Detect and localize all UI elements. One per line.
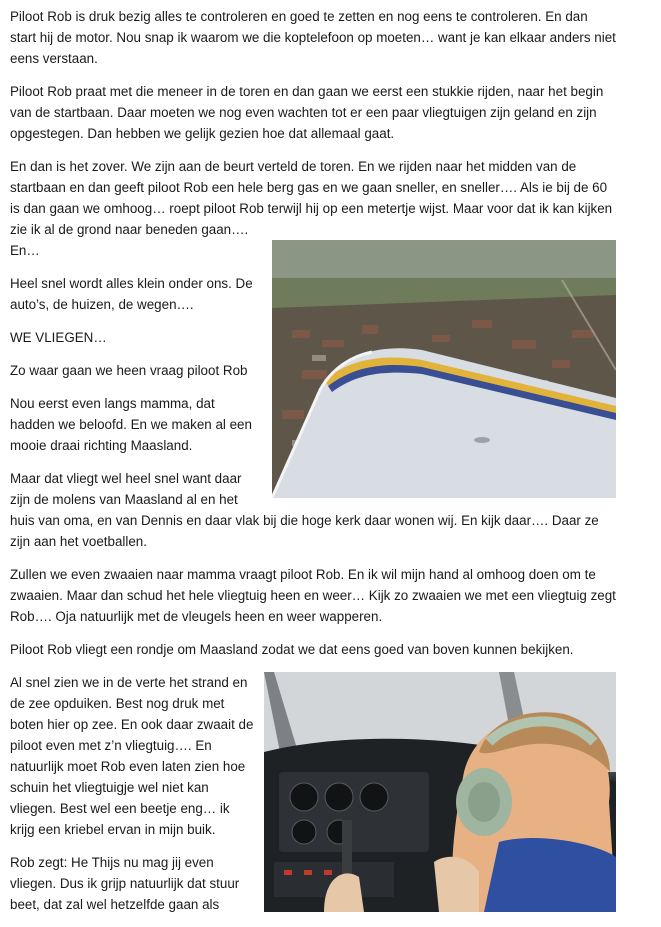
paragraph-takeoff: En dan is het zover. We zijn aan de beurt verteld de toren. En we rijden naar het midden van de startbaan en dan geeft piloot Rob een hele berg gas en we gaan sneller, en sneller…. Als ie bij de 60 is dan gaan we omhoog… roept piloot Rob terwijl hij op een metertje wijst. Maar voor dat ik kan kijken zie ik al de grond naar beneden gaan…. xyxy=(10,159,613,237)
paragraph-taxi: Piloot Rob praat met die meneer in de toren en dan gaan we eerst een stukkie rijden, naar het begin van de startbaan. Daar moeten we nog even wachten tot er een paar vliegtuigen zijn geland en zijn opgestegen. Dan hebben we gelijk gezien hoe dat allemaal gaat. xyxy=(10,84,604,141)
paragraph-mamma: Nou eerst even langs mamma, dat hadden we beloofd. En we maken al een mooie draai richting Maasland. xyxy=(10,396,252,453)
paragraph-zwaaien: Zullen we even zwaaien naar mamma vraagt piloot Rob. En ik wil mijn hand al omhoog doen om te zwaaien. Maar dan schud het hele vliegtuig heen en weer… Kijk zo zwaaien we met een vliegtuig zegt Rob…. Oja natuurlijk met de vleugels heen en weer wapperen. xyxy=(10,567,616,624)
paragraph-small: Heel snel wordt alles klein onder ons. De auto’s, de huizen, de wegen…. xyxy=(10,276,253,312)
paragraph-molens: Maar dat vliegt wel heel snel want daar zijn de molens van Maasland al en het huis van oma, en van Dennis en daar vlak bij die hoge kerk daar wonen wij. En kijk daar…. Daar ze zijn aan het voetballen. xyxy=(10,471,599,549)
paragraph-question: Zo waar gaan we heen vraag piloot Rob xyxy=(10,363,248,378)
section-cockpit xyxy=(10,672,616,915)
cockpit-photo xyxy=(264,672,616,912)
section-takeoff xyxy=(10,156,616,552)
paragraph-rondje: Piloot Rob vliegt een rondje om Maasland zodat we dat eens goed van boven kunnen bekijken. xyxy=(10,642,574,657)
paragraph-engine-start: Piloot Rob is druk bezig alles te controleren en goed te zetten en nog eens te controleren. En dan start hij de motor. Nou snap ik waarom we die koptelefoon op moeten… want je kan elkaar anders niet eens verstaan. xyxy=(10,9,616,66)
paragraph-strand: Al snel zien we in de verte het strand en de zee opduiken. Best nog druk met boten hier op zee. En ook daar zwaait de piloot even met z’n vliegtuig…. En natuurlijk moet Rob even laten zien hoe schuin het vliegtuigje wel niet kan vliegen. Best wel een beetje eng… ik krijg een kriebel ervan in mijn buik. xyxy=(10,675,254,837)
paragraph-en: En… xyxy=(10,243,40,258)
document-page xyxy=(10,6,616,927)
paragraph-stuur: Rob zegt: He Thijs nu mag jij even vliegen. Dus ik grijp natuurlijk dat stuur beet, dat zal wel hetzelfde gaan als xyxy=(10,855,240,912)
paragraph-we-vliegen: WE VLIEGEN… xyxy=(10,330,107,345)
aerial-wing-photo xyxy=(272,240,616,498)
